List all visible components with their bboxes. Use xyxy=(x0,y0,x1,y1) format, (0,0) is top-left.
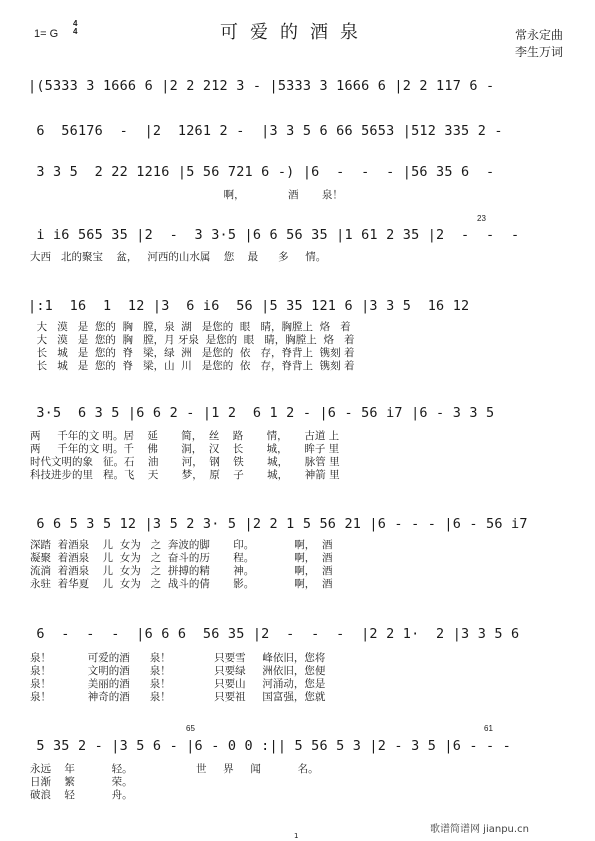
lyric-line-4-1: 大西 北的聚宝 盆， 河西的山水属 您 最 多 情。 xyxy=(30,251,327,263)
time-signature-bottom: 4 xyxy=(73,27,78,36)
lyric-line-8-2: 泉！ 文明的酒 泉！ 只要绿 洲依旧，您便 xyxy=(30,665,326,677)
time-signature-top: 4 xyxy=(73,19,78,28)
site-watermark: 歌谱简谱网 jianpu.cn xyxy=(430,824,529,835)
lyric-line-7-3: 流淌 着酒泉 儿 女为 之 拼搏的精 神。 啊， 酒 xyxy=(30,565,333,577)
notation-line-9: 5 35 2 - |3 5 6 - |6 - 0 0 :|| 5 56 5 3 |2 - 3 5 |6 - - - xyxy=(28,738,512,754)
notation-line-4: i i6 565 35 |2 - 3 3·5 |6 6 56 35 |1 61 2 35 |2 - - - xyxy=(28,227,520,243)
lyric-line-3-1: 啊， 酒 泉！ xyxy=(30,189,343,201)
lyricist-credit: 李生万词 xyxy=(514,45,563,59)
lyric-line-6-4: 科技进步的里 程。飞 天 梦， 原 子 城， 神箭 里 xyxy=(30,469,340,481)
notation-line-3: 3 3 5 2 22 1216 |5 56 721 6 -) |6 - - - |56 35 6 - xyxy=(28,164,495,180)
composer-credit: 常永定曲 xyxy=(514,28,563,42)
song-title: 可爱的酒泉 xyxy=(220,22,370,43)
lyric-line-8-4: 泉！ 神奇的酒 泉！ 只要祖 国富强，您就 xyxy=(30,691,326,703)
lyric-line-5-2: 大 漠 是 您的 胸 膛，月 牙泉 是您的 眼 睛，胸膛上 烙 着 xyxy=(30,334,355,346)
notation-line-6: 3·5 6 3 5 |6 6 2 - |1 2 6 1 2 - |6 - 56 i7 |6 - 3 3 5 xyxy=(28,405,495,421)
measure-mark-61: 61 xyxy=(484,724,493,733)
notation-line-5: |:1 16 1 12 |3 6 i6 56 |5 35 121 6 |3 3 5 16 12 xyxy=(28,298,470,314)
lyric-line-6-1: 两 千年的文 明。居 延 简， 丝 路 情， 古道 上 xyxy=(30,430,340,442)
key-signature: 1= G xyxy=(34,28,59,40)
lyric-line-7-4: 永驻 着华夏 儿 女为 之 战斗的倩 影。 啊， 酒 xyxy=(30,578,333,590)
lyric-line-7-2: 凝聚 着酒泉 儿 女为 之 奋斗的历 程。 啊， 酒 xyxy=(30,552,333,564)
lyric-line-8-3: 泉！ 美丽的酒 泉！ 只要山 河涌动，您是 xyxy=(30,678,326,690)
notation-line-7: 6 6 5 3 5 12 |3 5 2 3· 5 |2 2 1 5 56 21 |6 - - - |6 - 56 i7 xyxy=(28,516,528,532)
lyric-line-9-2: 日渐 繁 荣。 xyxy=(30,776,133,788)
lyric-line-7-1: 深踏 着酒泉 儿 女为 之 奔波的脚 印。 啊， 酒 xyxy=(30,539,333,551)
lyric-line-9-1: 永远 年 轻。 世 界 闻 名。 xyxy=(30,763,319,775)
lyric-line-9-3: 破浪 轻 舟。 xyxy=(30,789,133,801)
notation-line-1: |(5333 3 1666 6 |2 2 212 3 - |5333 3 1666 6 |2 2 117 6 - xyxy=(28,78,495,94)
lyric-line-6-2: 两 千年的文 明。千 佛 洞， 汉 长 城， 眸子 里 xyxy=(30,443,340,455)
lyric-line-8-1: 泉！ 可爱的酒 泉！ 只要雪 峰依旧，您将 xyxy=(30,652,326,664)
lyric-line-5-4: 长 城 是 您的 脊 梁，山 川 是您的 依 存，脊背上 镌刻 着 xyxy=(30,360,355,372)
page-number: 1 xyxy=(294,832,299,840)
notation-line-2: 6 56176 - |2 1261 2 - |3 3 5 6 66 5653 |512 335 2 - xyxy=(28,123,503,139)
measure-mark-23: 23 xyxy=(477,214,486,223)
notation-line-8: 6 - - - |6 6 6 56 35 |2 - - - |2 2 1· 2 |3 3 5 6 xyxy=(28,626,520,642)
measure-mark-65: 65 xyxy=(186,724,195,733)
lyric-line-5-3: 长 城 是 您的 脊 梁，绿 洲 是您的 依 存，脊背上 镌刻 着 xyxy=(30,347,355,359)
lyric-line-5-1: 大 漠 是 您的 胸 膛，泉 湖 是您的 眼 睛，胸膛上 烙 着 xyxy=(30,321,351,333)
lyric-line-6-3: 时代文明的象 征。石 油 河， 钢 铁 城， 脉管 里 xyxy=(30,456,340,468)
time-signature xyxy=(73,20,77,36)
